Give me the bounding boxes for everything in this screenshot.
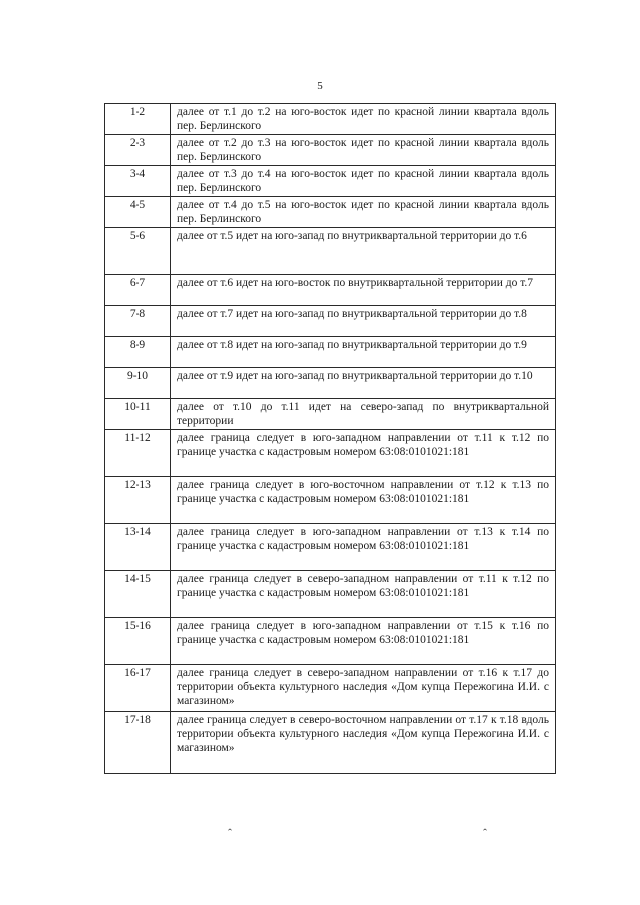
- table-row: [105, 665, 556, 712]
- table-row: [105, 166, 556, 197]
- table-row: [105, 618, 556, 665]
- segment-cell: 1-2: [105, 104, 171, 135]
- description-cell: далее от т.3 до т.4 на юго-восток идет по красной линии квартала вдоль пер. Берлинского: [171, 166, 556, 197]
- table-row: [105, 228, 556, 275]
- description-cell: далее граница следует в юго-западном направлении от т.15 к т.16 по границе участка с кадастровым номером 63:08:0101021:181: [171, 618, 556, 665]
- segment-cell: 17-18: [105, 712, 171, 774]
- page-number: 5: [317, 80, 323, 92]
- segment-cell: 11-12: [105, 430, 171, 477]
- description-cell: далее граница следует в юго-восточном направлении от т.12 к т.13 по границе участка с кадастровым номером 63:08:0101021:181: [171, 477, 556, 524]
- segment-cell: 10-11: [105, 399, 171, 430]
- description-cell: далее от т.5 идет на юго-запад по внутриквартальной территории до т.6: [171, 228, 556, 275]
- segment-cell: 8-9: [105, 337, 171, 368]
- table-row: [105, 712, 556, 774]
- segment-cell: 5-6: [105, 228, 171, 275]
- segment-cell: 2-3: [105, 135, 171, 166]
- scan-mark: ˆ: [228, 826, 232, 840]
- table-row: [105, 430, 556, 477]
- table-row: [105, 477, 556, 524]
- table-row: [105, 104, 556, 135]
- table-row: [105, 135, 556, 166]
- description-cell: далее от т.7 идет на юго-запад по внутриквартальной территории до т.8: [171, 306, 556, 337]
- table-row: [105, 368, 556, 399]
- segment-cell: 13-14: [105, 524, 171, 571]
- description-cell: далее от т.4 до т.5 на юго-восток идет по красной линии квартала вдоль пер. Берлинского: [171, 197, 556, 228]
- segment-cell: 6-7: [105, 275, 171, 306]
- segment-cell: 16-17: [105, 665, 171, 712]
- segment-cell: 9-10: [105, 368, 171, 399]
- segment-cell: 15-16: [105, 618, 171, 665]
- description-cell: далее граница следует в юго-западном направлении от т.11 к т.12 по границе участка с кадастровым номером 63:08:0101021:181: [171, 430, 556, 477]
- table-row: [105, 399, 556, 430]
- segment-cell: 4-5: [105, 197, 171, 228]
- table-row: [105, 337, 556, 368]
- segment-cell: 12-13: [105, 477, 171, 524]
- description-cell: далее граница следует в северо-западном направлении от т.11 к т.12 по границе участка с кадастровым номером 63:08:0101021:181: [171, 571, 556, 618]
- description-cell: далее граница следует в северо-восточном направлении от т.17 к т.18 вдоль территории объекта культурного наследия «Дом купца Пережогина И.И. с магазином»: [171, 712, 556, 774]
- description-cell: далее граница следует в юго-западном направлении от т.13 к т.14 по границе участка с кадастровым номером 63:08:0101021:181: [171, 524, 556, 571]
- description-cell: далее от т.10 до т.11 идет на северо-запад по внутриквартальной территории: [171, 399, 556, 430]
- table-row: [105, 571, 556, 618]
- segment-cell: 3-4: [105, 166, 171, 197]
- table-row: [105, 275, 556, 306]
- description-cell: далее от т.8 идет на юго-запад по внутриквартальной территории до т.9: [171, 337, 556, 368]
- table-row: [105, 524, 556, 571]
- description-cell: далее от т.6 идет на юго-восток по внутриквартальной территории до т.7: [171, 275, 556, 306]
- description-cell: далее граница следует в северо-западном направлении от т.16 к т.17 до территории объекта культурного наследия «Дом купца Пережогина И.И. с магазином»: [171, 665, 556, 712]
- description-cell: далее от т.1 до т.2 на юго-восток идет по красной линии квартала вдоль пер. Берлинского: [171, 104, 556, 135]
- boundary-description-table: [104, 103, 556, 774]
- table-row: [105, 197, 556, 228]
- description-cell: далее от т.9 идет на юго-запад по внутриквартальной территории до т.10: [171, 368, 556, 399]
- table-row: [105, 306, 556, 337]
- segment-cell: 7-8: [105, 306, 171, 337]
- description-cell: далее от т.2 до т.3 на юго-восток идет по красной линии квартала вдоль пер. Берлинского: [171, 135, 556, 166]
- scan-mark: ˆ: [483, 826, 487, 840]
- segment-cell: 14-15: [105, 571, 171, 618]
